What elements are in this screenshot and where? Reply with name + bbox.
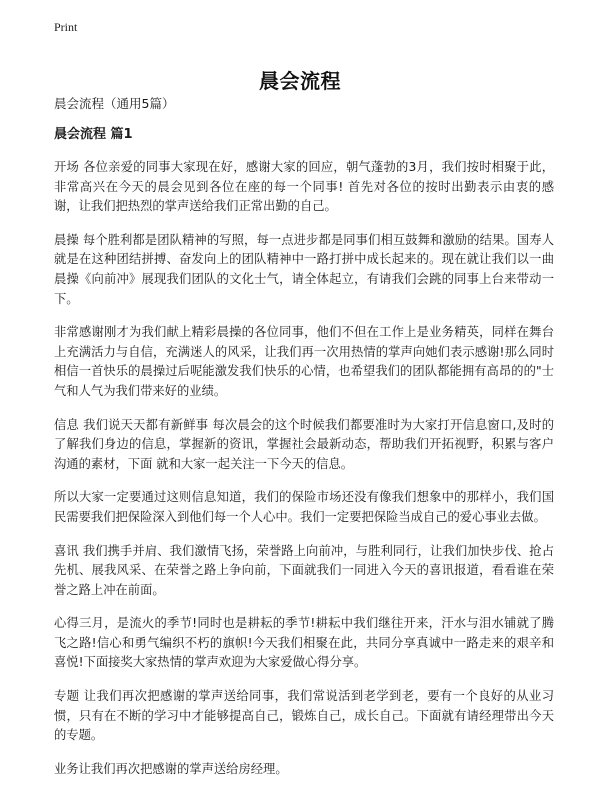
paragraph-good-news: 喜讯 我们携手并肩、我们激情飞扬，荣誉路上向前冲，与胜利同行，让我们加快步伐、抢占先机、展我风采、在荣誉之路上争向前，下面就我们一同进入今天的喜讯报道，看看谁在荣誉之路上冲在前面。 <box>54 543 554 597</box>
print-link[interactable]: Print <box>54 20 78 34</box>
paragraph-information: 信息 我们说天天都有新鲜事 每次晨会的这个时候我们都要准时为大家打开信息窗口,及时的了解我们身边的信息，掌握新的资讯，掌握社会最新动态，帮助我们开拓视野，积累与客户沟通的素材，下面 就和大家一起关注一下今天的信息。 <box>54 417 554 471</box>
paragraph-business: 业务让我们再次把感谢的掌声送给房经理。 <box>54 761 288 776</box>
paragraph-topic: 专题 让我们再次把感谢的掌声送给同事，我们常说活到老学到老，要有一个良好的从业习惯，只有在不断的学习中才能够提高自己，锻炼自己，成长自己。下面就有请经理带出今天的专题。 <box>54 689 554 743</box>
page-title: 晨会流程 <box>259 69 341 94</box>
document-subtitle: 晨会流程（通用5篇） <box>54 96 175 111</box>
document-body <box>54 96 554 793</box>
paragraph-thanks: 非常感谢刚才为我们献上精彩晨操的各位同事，他们不但在工作上是业务精英，同样在舞台上充满活力与自信，充满迷人的风采，让我们再一次用热情的掌声向她们表示感谢!那么同时相信一首快乐的晨操过后呢能激发我们快乐的心情，也希望我们的团队都能拥有高昂的的"士气和人气为我们带来好的业绩。 <box>54 325 554 398</box>
paragraph-morning-exercise: 晨操 每个胜利都是团队精神的写照，每一点进步都是同事们相互鼓舞和激励的结果。国寿人就是在这种团结拼搏、奋发向上的团队精神中一路打拼中成长起来的。现在就让我们以一曲晨操《向前冲》展现我们团队的文化士气，请全体起立，有请我们会跳的同事上台来带动一下。 <box>54 232 554 306</box>
paragraph-opening: 开场 各位亲爱的同事大家现在好，感谢大家的回应，朝气蓬勃的3月，我们按时相聚于此，非常高兴在今天的晨会见到各位在座的每一个同事! 首先对各位的按时出勤表示由衷的感谢，让我们把热烈的掌声送给我们正常出勤的自己。 <box>54 160 554 214</box>
paragraph-experience: 心得三月，是流火的季节!同时也是耕耘的季节!耕耘中我们继往开来，汗水与泪水铺就了腾飞之路!信心和勇气编织不朽的旗帜!今天我们相聚在此，共同分享真诚中一路走来的艰辛和喜悦!下面接奖大家热情的掌声欢迎为大家爱做心得分享。 <box>54 616 554 670</box>
paragraph-insurance-market: 所以大家一定要通过这则信息知道，我们的保险市场还没有像我们想象中的那样小，我们国民需要我们把保险深入到他们每一个人心中。我们一定要把保险当成自己的爱心事业去做。 <box>54 490 554 524</box>
section-heading: 晨会流程 篇1 <box>54 127 133 142</box>
